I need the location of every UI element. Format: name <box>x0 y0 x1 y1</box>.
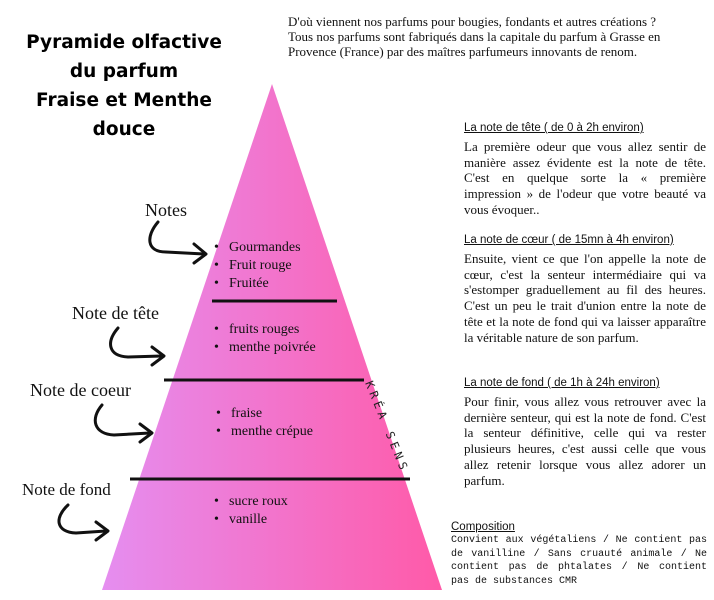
section-note-coeur <box>464 234 706 345</box>
curved-arrow-icon <box>150 222 206 263</box>
brand-watermark: KRÉA SENS <box>362 378 413 476</box>
section-heading: La note de fond ( de 1h à 24h environ) <box>464 377 660 389</box>
list-item: • menthe crépue <box>216 423 313 441</box>
list-item: • menthe poivrée <box>214 339 316 357</box>
intro-text <box>288 14 708 59</box>
tete-list <box>214 321 316 357</box>
title-line-2: du parfum <box>69 61 179 82</box>
section-note-fond <box>464 377 706 488</box>
section-body: La première odeur que vous allez sentir de manière assez évidente est la note de tête. C'est en quelque sorte la « première impression » de l'odeur que votre beauté va vous évoquer.. <box>464 139 706 217</box>
title-line-3: Fraise et Menthe <box>36 90 212 111</box>
coeur-list <box>216 405 313 441</box>
list-item: • fraise <box>216 405 313 423</box>
title-line-4: douce <box>92 119 156 140</box>
title-line-1: Pyramide olfactive <box>26 32 222 53</box>
list-item: • vanille <box>214 511 288 529</box>
list-item: • Gourmandes <box>214 239 301 257</box>
level-label-fond: Note de fond <box>22 480 111 499</box>
fond-list <box>214 493 288 529</box>
curved-arrow-icon <box>59 505 108 540</box>
composition-body: Convient aux végétaliens / Ne contient pas de vanilline / Sans cruauté animale / Ne contient pas de phtalates / Ne contient pas de substances CMR <box>451 535 707 587</box>
notes-list <box>214 239 301 293</box>
list-item: • Fruit rouge <box>214 257 301 275</box>
level-label-coeur: Note de coeur <box>30 380 131 400</box>
section-body: Ensuite, vient ce que l'on appelle la note de cœur, c'est la senteur intermédiaire qui va s'estomper graduellement au fil des heures. C'est un peu le trait d'union entre la note de tête et la note de fond qui va laisser apparaître la véritable nature de son parfum. <box>464 251 706 345</box>
curved-arrow-icon <box>95 405 152 442</box>
list-item: • sucre roux <box>214 493 288 511</box>
curved-arrow-icon <box>111 328 164 365</box>
composition-heading: Composition <box>451 521 515 533</box>
intro-line-2: Tous nos parfums sont fabriqués dans la capitale du parfum à Grasse en <box>288 29 661 44</box>
level-label-tete: Note de tête <box>72 303 159 323</box>
level-label-notes: Notes <box>145 200 187 220</box>
list-item: • Fruitée <box>214 275 301 293</box>
section-note-tete <box>464 122 706 218</box>
composition-block <box>451 521 707 588</box>
page-title <box>6 28 242 144</box>
section-heading: La note de cœur ( de 15mn à 4h environ) <box>464 234 674 246</box>
section-heading: La note de tête ( de 0 à 2h environ) <box>464 122 644 134</box>
intro-line-3: Provence (France) par des maîtres parfumeurs innovants de renom. <box>288 44 638 59</box>
intro-line-1: D'où viennent nos parfums pour bougies, fondants et autres créations ? <box>288 14 657 29</box>
section-body: Pour finir, vous allez vous retrouver avec la dernière senteur, qui est la note de fond. C'est la senteur définitive, celle qui va rester plusieurs heures, c'est aussi celle que vous allez retenir lorsque vous allez adorer un parfum. <box>464 394 706 488</box>
list-item: • fruits rouges <box>214 321 316 339</box>
